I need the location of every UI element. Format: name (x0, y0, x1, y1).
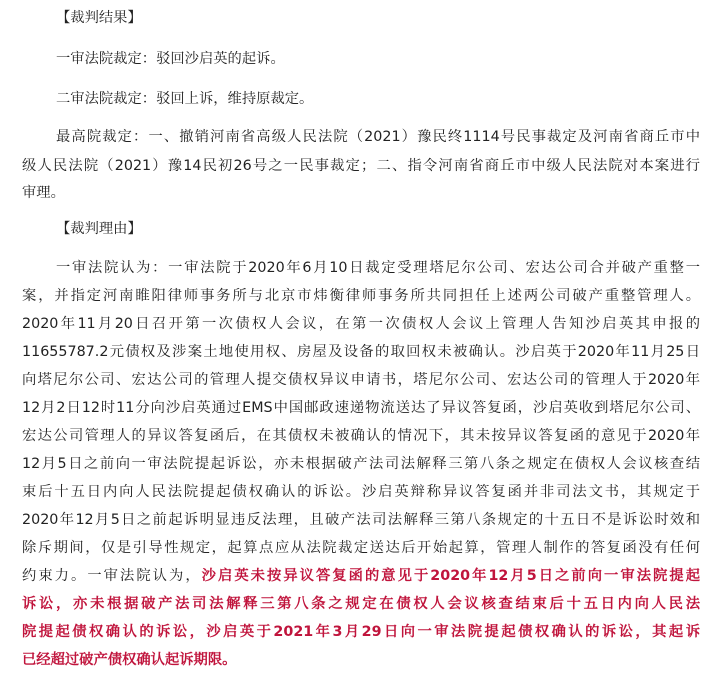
reason-heading: 【裁判理由】 (56, 221, 142, 237)
reason-line: 11655787.2元债权及涉案土地使用权、房屋及设备的取回权未被确认。沙启英于2020年11月25日 (22, 344, 700, 360)
reason-line: 12月2日12时11分向沙启英通过EMS中国邮政速递物流送达了异议答复函，沙启英收到塔尼尔公司、 (22, 400, 700, 416)
highlighted-conclusion-line: 诉讼，亦未根据破产法司法解释三第八条之规定在债权人会议核查结束后十五日内向人民法 (22, 596, 700, 612)
reason-line: 除斥期间，仅是引导性规定，起算点应从法院裁定送达后开始起算，管理人制作的答复函没有任何 (22, 540, 700, 556)
reason-line: 2020年12月5日之前起诉明显违反法理，且破产法司法解释三第八条规定的十五日不是诉讼时效和 (22, 512, 700, 528)
reason-mixed-line (22, 566, 700, 586)
reason-line: 案，并指定河南睢阳律师事务所与北京市炜衡律师事务所共同担任上述两公司破产重整管理人。 (22, 288, 700, 304)
reason-line: 束后十五日内向人民法院提起债权确认的诉讼。沙启英辩称异议答复函并非司法文书，其规定于 (22, 484, 700, 500)
highlighted-conclusion: 沙启英未按异议答复函的意见于2020年12月5日之前向一审法院提起 (201, 568, 700, 584)
result-heading: 【裁判结果】 (56, 10, 142, 26)
reason-line: 向塔尼尔公司、宏达公司的管理人提交债权异议申请书，塔尼尔公司、宏达公司的管理人于2020年 (22, 372, 700, 388)
supreme-ruling-line: 最高院裁定：一、撤销河南省高级人民法院（2021）豫民终1114号民事裁定及河南省商丘市中 (56, 129, 700, 145)
reason-line: 一审法院认为：一审法院于2020年6月10日裁定受理塔尼尔公司、宏达公司合并破产重整一 (56, 260, 700, 276)
reason-line: 宏达公司管理人的异议答复函后，在其债权未被确认的情况下，其未按异议答复函的意见于2020年 (22, 428, 700, 444)
supreme-ruling-line: 级人民法院（2021）豫14民初26号之一民事裁定；二、指令河南省商丘市中级人民法院对本案进行 (22, 158, 700, 174)
reason-line: 2020年11月20日召开第一次债权人会议，在第一次债权人会议上管理人告知沙启英其申报的 (22, 316, 700, 332)
reason-line: 12月5日之前向一审法院提起诉讼，亦未根据破产法司法解释三第八条之规定在债权人会议核查结 (22, 456, 700, 472)
supreme-ruling-line: 审理。 (22, 185, 65, 201)
highlighted-conclusion-line: 已经超过破产债权确认起诉期限。 (22, 652, 237, 668)
first-instance-ruling: 一审法院裁定：驳回沙启英的起诉。 (56, 51, 285, 67)
highlighted-conclusion-line: 院提起债权确认的诉讼，沙启英于2021年3月29日向一审法院提起债权确认的诉讼，其起诉 (22, 624, 700, 640)
reason-plain-span: 约束力。一审法院认为， (22, 568, 202, 584)
second-instance-ruling: 二审法院裁定：驳回上诉，维持原裁定。 (56, 91, 314, 107)
